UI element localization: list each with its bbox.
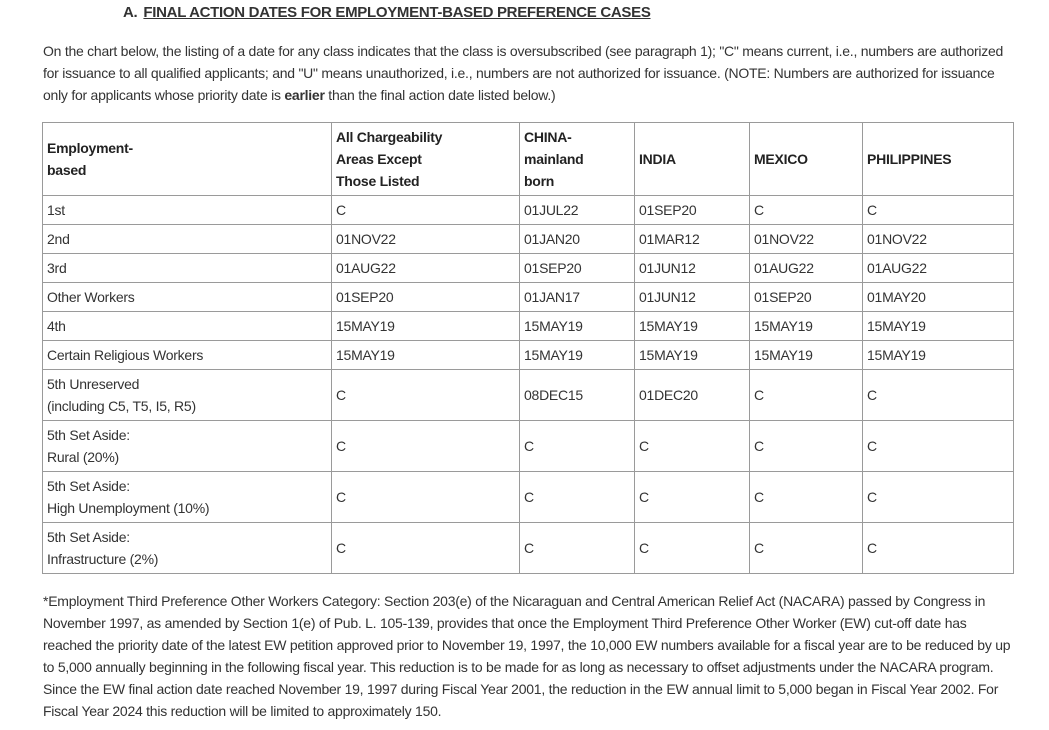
date-cell: 15MAY19 [332,341,520,370]
final-action-dates-table [42,122,1014,574]
date-cell: 15MAY19 [520,312,635,341]
header-employment-based [43,123,332,196]
table-row [43,370,1014,421]
date-cell: 01AUG22 [332,254,520,283]
category-cell [43,283,332,312]
category-line: 3rd [47,260,67,276]
date-cell: 01JAN17 [520,283,635,312]
date-cell: 01NOV22 [863,225,1014,254]
section-heading [123,4,651,21]
category-line: 5th Set Aside: [47,427,130,443]
category-line: High Unemployment (10%) [47,500,210,516]
category-line: 2nd [47,231,70,247]
date-cell: C [635,472,750,523]
header-line: Employment- [47,140,133,156]
date-cell: 01JUN12 [635,283,750,312]
date-cell: C [750,421,863,472]
date-cell: 01SEP20 [332,283,520,312]
date-cell: 01JAN20 [520,225,635,254]
category-line: 4th [47,318,66,334]
date-cell: C [863,370,1014,421]
date-cell: 15MAY19 [635,341,750,370]
category-cell [43,225,332,254]
table-header-row [43,123,1014,196]
category-line: 5th Unreserved [47,376,140,392]
category-line: Certain Religious Workers [47,347,204,363]
date-cell: 01SEP20 [520,254,635,283]
date-cell: 01MAY20 [863,283,1014,312]
header-line: born [524,173,555,189]
date-cell: C [520,421,635,472]
category-cell [43,312,332,341]
table-body [43,196,1014,574]
category-line: Other Workers [47,289,135,305]
intro-emphasis: earlier [284,87,325,103]
date-cell: 01JUN12 [635,254,750,283]
date-cell: C [750,370,863,421]
date-cell: C [332,370,520,421]
date-cell: C [635,523,750,574]
date-cell: 08DEC15 [520,370,635,421]
category-line: (including C5, T5, I5, R5) [47,398,196,414]
header-philippines [863,123,1014,196]
date-cell: C [863,472,1014,523]
header-line: CHINA- [524,129,572,145]
category-line: 5th Set Aside: [47,529,130,545]
date-cell: C [520,523,635,574]
table-row [43,312,1014,341]
table-row [43,341,1014,370]
category-cell [43,472,332,523]
date-cell: C [332,421,520,472]
date-cell: 15MAY19 [520,341,635,370]
date-cell: 01SEP20 [750,283,863,312]
category-line: 5th Set Aside: [47,478,130,494]
date-cell: C [863,523,1014,574]
category-cell [43,196,332,225]
date-cell: 01NOV22 [750,225,863,254]
intro-text-part2: than the final action date listed below.) [324,87,556,103]
section-letter: A. [123,4,138,21]
intro-text-part1: On the chart below, the listing of a date for any class indicates that the class is oversubscribed (see paragraph 1); "C" means current, i.e., numbers are authorized for issuance to all qualified applicants; and "U" means unauthorized, i.e., numbers are not authorized for issuance. (NOTE: Numbers are authorized for issuance only for applicants whose priority date is [43,43,1004,103]
table-row [43,523,1014,574]
date-cell: 01DEC20 [635,370,750,421]
category-cell [43,254,332,283]
header-line: mainland [524,151,584,167]
header-line: based [47,162,87,178]
category-line: 1st [47,202,65,218]
date-cell: 15MAY19 [863,312,1014,341]
date-cell: 01NOV22 [332,225,520,254]
date-cell: C [863,196,1014,225]
category-line: Infrastructure (2%) [47,551,159,567]
intro-paragraph [43,40,1018,106]
date-cell: 01AUG22 [750,254,863,283]
table-row [43,225,1014,254]
header-india [635,123,750,196]
header-all-chargeability [332,123,520,196]
header-line: PHILIPPINES [867,151,952,167]
header-line: All Chargeability [336,129,443,145]
footnote: *Employment Third Preference Other Workers Category: Section 203(e) of the Nicaraguan and Central American Relief Act (NACARA) passed by Congress in November 1997, as amended by Section 1(e) of Pub. L. 105-139, provides that once the Employment Third Preference Other Worker (EW) cut-off date has reached the priority date of the latest EW petition approved prior to November 19, 1997, the 10,000 EW numbers available for a fiscal year are to be reduced by up to 5,000 annually beginning in the following fiscal year. This reduction is to be made for as long as necessary to offset adjustments under the NACARA program. Since the EW final action date reached November 19, 1997 during Fiscal Year 2001, the reduction in the EW annual limit to 5,000 began in Fiscal Year 2002. For Fiscal Year 2024 this reduction will be limited to approximately 150. [43,593,1011,719]
date-cell: C [750,523,863,574]
category-cell [43,341,332,370]
category-cell [43,421,332,472]
category-cell [43,523,332,574]
date-cell: 01JUL22 [520,196,635,225]
table-row [43,196,1014,225]
date-cell: 15MAY19 [863,341,1014,370]
date-cell: C [332,196,520,225]
table-row [43,472,1014,523]
date-cell: C [635,421,750,472]
date-cell: 01MAR12 [635,225,750,254]
header-line: INDIA [639,151,676,167]
date-cell: 15MAY19 [750,341,863,370]
date-cell: 15MAY19 [332,312,520,341]
table-row [43,283,1014,312]
date-cell: 15MAY19 [750,312,863,341]
section-title: FINAL ACTION DATES FOR EMPLOYMENT-BASED PREFERENCE CASES [143,4,651,21]
header-line: Those Listed [336,173,420,189]
table-row [43,421,1014,472]
header-mexico [750,123,863,196]
date-cell: C [332,523,520,574]
header-line: Areas Except [336,151,422,167]
date-cell: 01AUG22 [863,254,1014,283]
header-china [520,123,635,196]
date-cell: C [863,421,1014,472]
date-cell: C [520,472,635,523]
table-row [43,254,1014,283]
date-cell: C [750,472,863,523]
category-line: Rural (20%) [47,449,119,465]
date-cell: 01SEP20 [635,196,750,225]
header-line: MEXICO [754,151,808,167]
date-cell: 15MAY19 [635,312,750,341]
date-cell: C [332,472,520,523]
date-cell: C [750,196,863,225]
category-cell [43,370,332,421]
